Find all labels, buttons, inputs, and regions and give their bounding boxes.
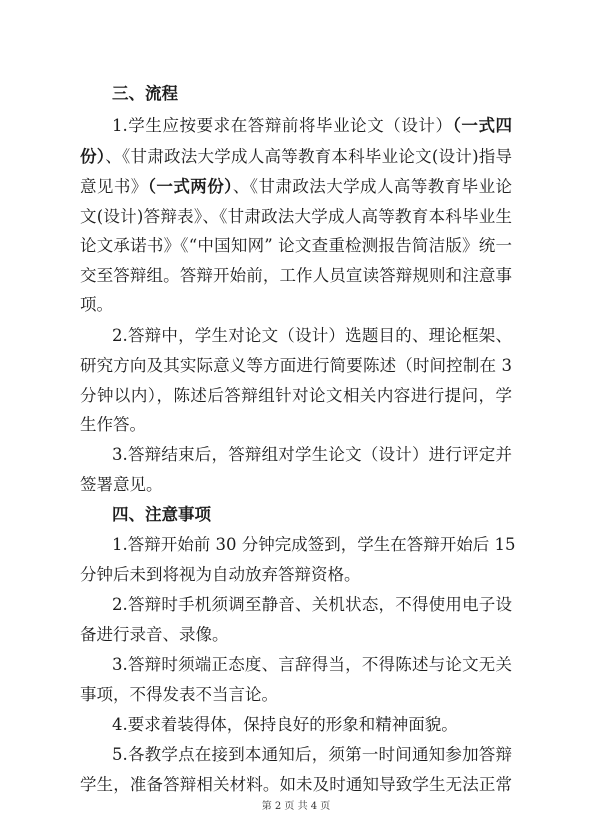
paragraph-1-line-6: 交至答辩组。答辩开始前，工作人员宣读答辩规则和注意事 — [80, 266, 512, 285]
note-4-line-1: 4.要求着装得体，保持良好的形象和精神面貌。 — [112, 715, 458, 734]
page-number-footer: 第 2 页 共 4 页 — [261, 801, 331, 812]
paragraph-1-line-3: 意见书》（一式两份）、《甘肃政法大学成人高等教育毕业论 — [80, 177, 513, 196]
paragraph-1-line-7: 项。 — [80, 295, 113, 314]
section-heading-process: 三、流程 — [112, 84, 178, 103]
note-1-line-2: 分钟后未到将视为自动放弃答辩资格。 — [80, 565, 361, 584]
paragraph-1-line-1: 1.学生应按要求在答辩前将毕业论文（设计）（一式四 — [112, 116, 513, 135]
note-3-line-2: 事项，不得发表不当言论。 — [80, 685, 278, 704]
note-1-line-1: 1.答辩开始前 30 分钟完成签到，学生在答辩开始后 15 — [112, 535, 516, 554]
paragraph-2-line-2: 研究方向及其实际意义等方面进行简要陈述（时间控制在 3 — [80, 356, 512, 375]
note-5-line-1: 5.各教学点在接到本通知后，须第一时间通知参加答辩 — [112, 745, 512, 764]
section-heading-notes: 四、注意事项 — [112, 505, 211, 524]
paragraph-1-line-5: 论文承诺书》《“中国知网” 论文查重检测报告简洁版》统一 — [80, 236, 512, 255]
paragraph-3-line-1: 3.答辩结束后，答辩组对学生论文（设计）进行评定并 — [112, 445, 512, 464]
paragraph-1-line-2: 份）、《甘肃政法大学成人高等教育本科毕业论文(设计)指导 — [80, 147, 513, 166]
note-5-line-2: 学生，准备答辩相关材料。如未及时通知导致学生无法正常 — [80, 775, 512, 794]
note-2-line-1: 2.答辩时手机须调至静音、关机状态，不得使用电子设 — [112, 595, 512, 614]
note-3-line-1: 3.答辩时须端正态度、言辞得当，不得陈述与论文无关 — [112, 655, 512, 674]
paragraph-2-line-1: 2.答辩中，学生对论文（设计）选题目的、理论框架、 — [112, 326, 512, 345]
paragraph-2-line-4: 生作答。 — [80, 415, 146, 434]
note-2-line-2: 备进行录音、录像。 — [80, 625, 229, 644]
paragraph-2-line-3: 分钟以内），陈述后答辩组针对论文相关内容进行提问，学 — [80, 386, 512, 405]
paragraph-1-line-4: 文(设计)答辩表》、《甘肃政法大学成人高等教育本科毕业生 — [80, 207, 512, 226]
paragraph-3-line-2: 签署意见。 — [80, 475, 163, 494]
